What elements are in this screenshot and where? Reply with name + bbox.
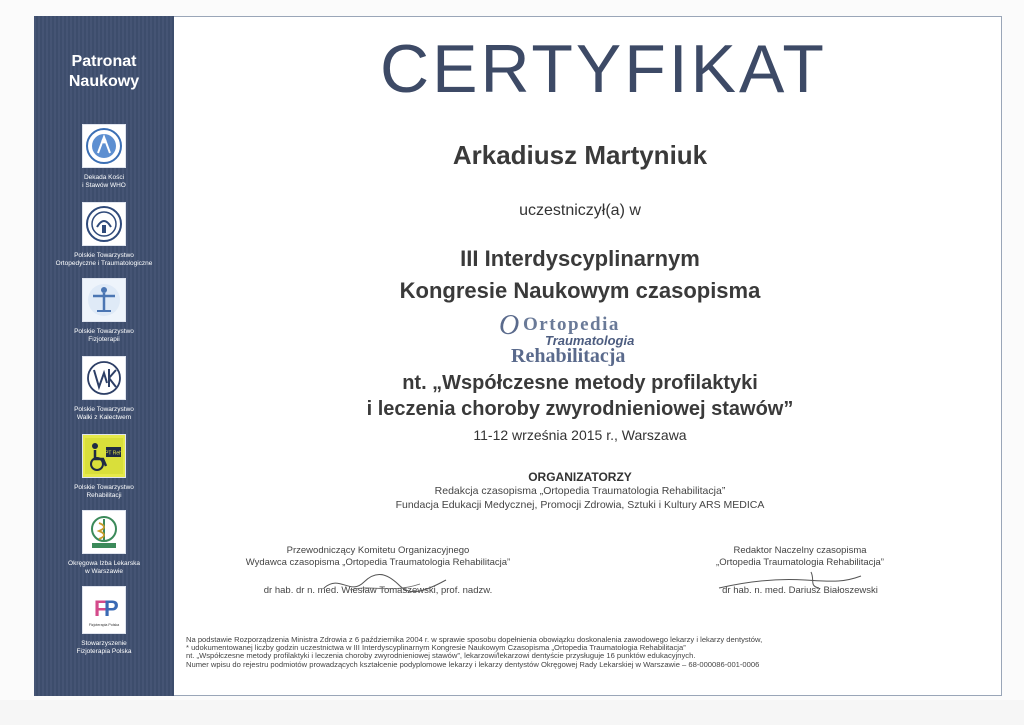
topic-line1: nt. „Współczesne metody profilaktyki — [402, 372, 758, 394]
journal-logo — [497, 310, 677, 366]
svg-text:O: O — [499, 310, 520, 341]
patron-name: Dekada Kości i Stawów WHO — [82, 174, 126, 189]
signature-right-name: dr hab. n. med. Dariusz Białoszewski — [722, 585, 878, 596]
patron-name: Okręgowa Izba Lekarska w Warszawie — [68, 560, 140, 575]
patron-ptwk — [34, 356, 174, 422]
legal-footnote — [186, 636, 996, 669]
page-bottom-strip — [0, 700, 1024, 725]
patron-name: Polskie Towarzystwo Walki z Kalectwem — [74, 406, 134, 421]
patron-fizjoterapia-polska — [34, 586, 174, 656]
signature-left-role1: Przewodniczący Komitetu Organizacyjnego — [286, 545, 470, 556]
svg-text:F: F — [94, 596, 108, 621]
signature-left-name: dr hab. dr n. med. Wiesław Tomaszewski, prof. nadzw. — [263, 585, 493, 596]
patron-medical-chamber — [34, 510, 174, 576]
sidebar-title — [34, 52, 174, 92]
patron-bone-joint-decade — [34, 124, 174, 190]
footnote-line3: nt. „Współczesne metody profilaktyki i leczenia choroby zwyrodnieniowej stawów”, lekarzowi/lekarzowi dentyście przysługuje 16 punktów edukacyjnych. — [186, 651, 696, 661]
patronage-sidebar — [34, 16, 174, 696]
organizer-line1: Redakcja czasopisma „Ortopedia Traumatologia Rehabilitacja” — [434, 485, 726, 497]
ptoitr-seal-icon — [82, 202, 126, 246]
organizers-heading: ORGANIZATORZY — [528, 470, 632, 484]
patron-ptoitr — [34, 202, 174, 268]
signature-left-scribble — [320, 570, 450, 600]
sidebar-title-line2: Naukowy — [68, 73, 140, 90]
physio-figure-icon — [82, 278, 126, 322]
organizer-line2: Fundacja Edukacji Medycznej, Promocji Zdrowia, Sztuki i Kultury ARS MEDICA — [395, 499, 765, 511]
patron-physiotherapy-society — [34, 278, 174, 344]
event-date-location: 11-12 września 2015 r., Warszawa — [473, 427, 687, 443]
wheelchair-icon — [82, 434, 126, 478]
footnote-line1: Na podstawie Rozporządzenia Ministra Zdrowia z 6 października 2004 r. w sprawie sposobu dopełnienia obowiązku doskonalenia zawodowego lekarzy i lekarzy dentystów, — [186, 635, 763, 644]
journal-logo-word2: Traumatologia — [545, 333, 635, 348]
svg-text:Fizjoterapia Polska: Fizjoterapia Polska — [88, 623, 120, 627]
journal-logo-word1: Ortopedia — [523, 314, 620, 335]
event-name-line1: III Interdyscyplinarnym — [460, 246, 700, 271]
patron-name: Polskie Towarzystwo Ortopedyczne i Traumatologiczne — [55, 252, 153, 267]
ptwk-letters-icon — [82, 356, 126, 400]
topic-line2: i leczenia choroby zwyrodnieniowej stawów” — [366, 398, 794, 420]
signature-right-role1: Redaktor Naczelny czasopisma — [733, 545, 867, 556]
svg-text:PT Reh: PT Reh — [105, 450, 122, 457]
patron-name: Polskie Towarzystwo Rehabilitacji — [74, 484, 134, 499]
sidebar-title-line1: Patronat — [71, 53, 137, 70]
signature-right-role2: „Ortopedia Traumatologia Rehabilitacja” — [716, 557, 884, 568]
medical-chamber-icon — [82, 510, 126, 554]
footnote-line2: * udokumentowanej liczby godzin uczestnictwa w III Interdyscyplinarnym Kongresie Naukowym Czasopisma „Ortopedia Traumatologia Rehabilitacja” — [186, 643, 686, 653]
signature-right-scribble — [715, 568, 865, 596]
patron-rehabilitation-society — [34, 434, 174, 500]
journal-logo-word3: Rehabilitacja — [511, 345, 626, 366]
fizjoterapia-polska-icon — [82, 586, 126, 634]
signature-left-role2: Wydawca czasopisma „Ortopedia Traumatologia Rehabilitacja” — [245, 557, 511, 568]
event-name-line2: Kongresie Naukowym czasopisma — [399, 278, 761, 303]
svg-text:P: P — [104, 596, 119, 621]
certificate-title: CERTYFIKAT — [380, 31, 827, 107]
footnote-line4: Numer wpisu do rejestru podmiotów prowadzących kształcenie podyplomowe lekarzy i lekarzy dentystów Okręgowej Rady Lekarskiej w Warszawie – 68-000086-001-0006 — [186, 659, 760, 669]
recipient-name: Arkadiusz Martyniuk — [452, 140, 708, 170]
bone-joint-decade-icon — [82, 124, 126, 168]
patron-name: Polskie Towarzystwo Fizjoterapii — [74, 328, 134, 343]
participation-text: uczestniczył(a) w — [519, 202, 641, 219]
patron-name: Stowarzyszenie Fizjoterapia Polska — [76, 640, 132, 655]
